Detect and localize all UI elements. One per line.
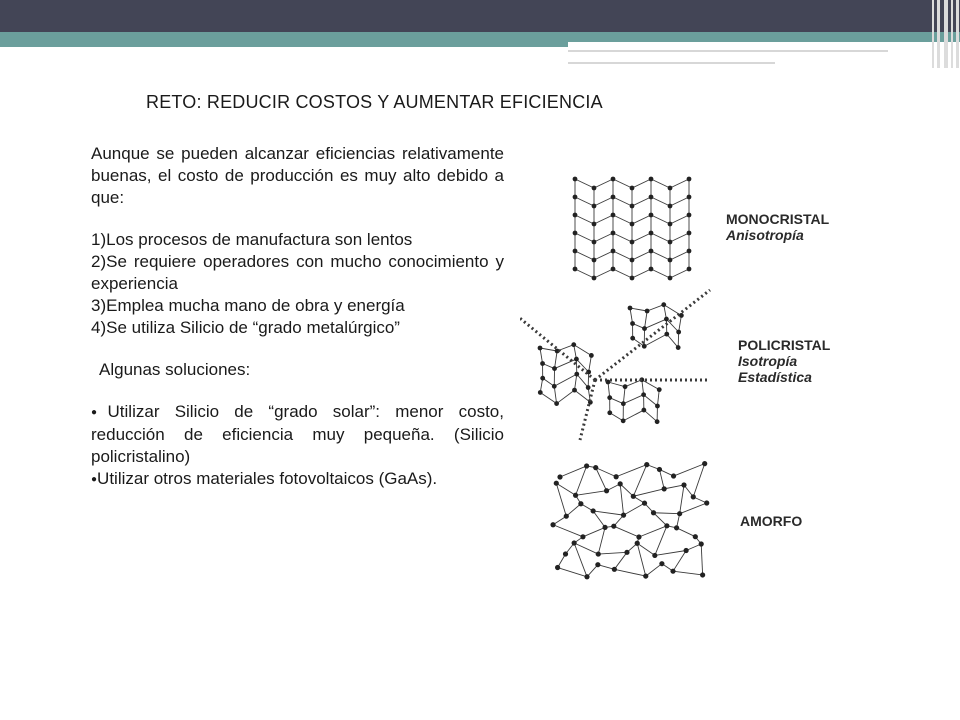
accent-strip bbox=[0, 32, 960, 42]
bullet-icon: ● bbox=[91, 474, 98, 485]
polycrystal-label: POLICRISTAL Isotropía Estadística bbox=[738, 337, 831, 385]
header-rule-short bbox=[568, 62, 775, 64]
slide-title: RETO: REDUCIR COSTOS Y AUMENTAR EFICIENCIA bbox=[146, 92, 603, 112]
reason-item: 3)Emplea mucha mano de obra y energía bbox=[91, 296, 405, 315]
intro-paragraph: Aunque se pueden alcanzar eficiencias relativamente buenas, el costo de producción es muy alto debido a que: bbox=[91, 144, 504, 207]
amorphous-label: AMORFO bbox=[740, 513, 803, 529]
reason-item: 1)Los procesos de manufactura son lentos bbox=[91, 230, 413, 249]
solution-item: ●Utilizar otros materiales fotovoltaicos (GaAs). bbox=[91, 469, 438, 488]
solutions-heading: Algunas soluciones: bbox=[99, 360, 251, 379]
monocrystal-label: MONOCRISTAL Anisotropía bbox=[726, 211, 830, 243]
slide-body bbox=[91, 143, 504, 491]
bullet-icon: ● bbox=[91, 407, 108, 418]
slide-top-bar bbox=[0, 0, 960, 32]
accent-strip-lower bbox=[0, 42, 568, 47]
crystal-structures-figure bbox=[520, 165, 860, 595]
header-rule bbox=[568, 50, 888, 52]
corner-bars bbox=[930, 0, 960, 68]
reason-item: 2)Se requiere operadores con mucho conocimiento y experiencia bbox=[91, 252, 504, 293]
solution-item: ●Utilizar Silicio de “grado solar”: menor costo, reducción de eficiencia muy pequeña. (Silicio policristalino) bbox=[91, 402, 504, 466]
reason-item: 4)Se utiliza Silicio de “grado metalúrgico” bbox=[91, 318, 400, 337]
